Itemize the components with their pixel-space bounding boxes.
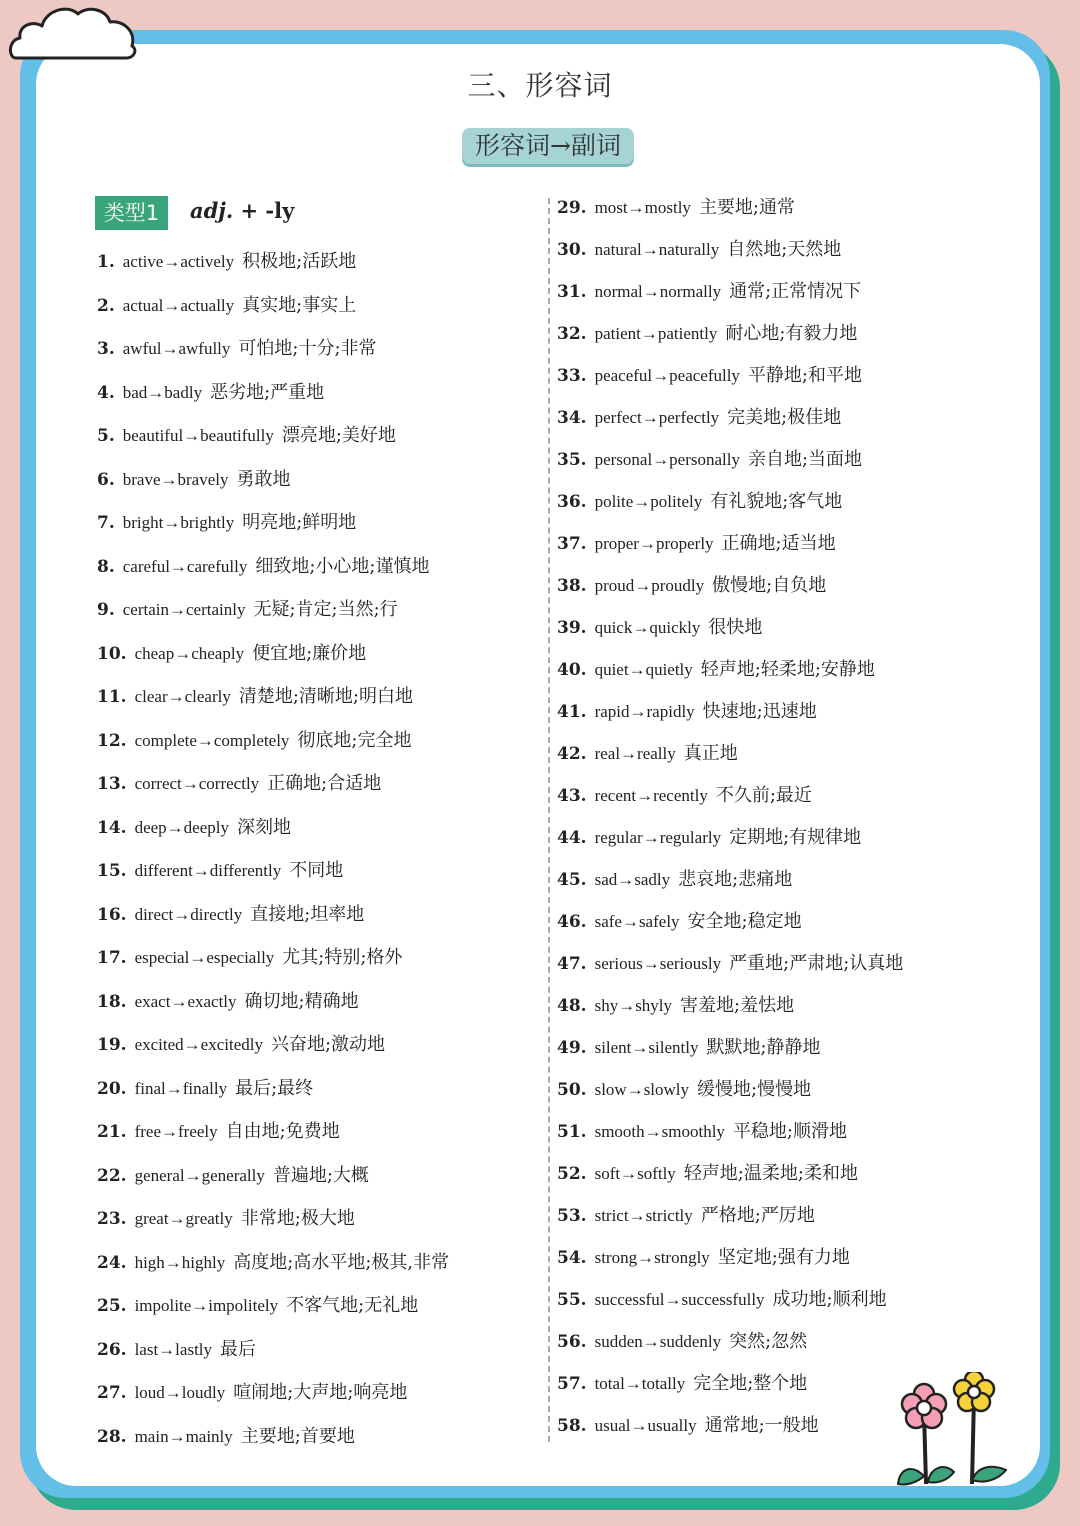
list-item — [97, 639, 366, 669]
item-meaning: 正确地;合适地 — [267, 773, 382, 794]
item-number: 52. — [557, 1164, 587, 1184]
item-meaning: 平静地;和平地 — [747, 365, 863, 386]
item-word-pair: peaceful→peacefully — [594, 366, 740, 385]
item-number: 49. — [557, 1038, 587, 1058]
item-number: 50. — [557, 1080, 587, 1100]
list-item — [97, 1030, 385, 1060]
item-word-pair: awful→awfully — [122, 339, 231, 358]
item-word-pair: actual→actually — [122, 295, 235, 315]
item-number: 8. — [97, 556, 115, 577]
list-item — [97, 291, 356, 321]
list-item — [557, 781, 812, 811]
item-meaning: 可怕地;十分;非常 — [238, 338, 377, 359]
list-item — [557, 571, 826, 601]
type-rule — [190, 198, 294, 223]
column-divider — [548, 198, 550, 1442]
list-item — [557, 949, 903, 979]
item-number: 4. — [97, 382, 115, 403]
item-meaning: 彻底地;完全地 — [297, 729, 412, 751]
item-number: 14. — [97, 817, 127, 838]
item-meaning: 严格地;严厉地 — [700, 1205, 815, 1226]
item-word-pair: real→really — [594, 744, 676, 763]
item-word-pair: brave→bravely — [122, 469, 229, 489]
item-number: 43. — [557, 786, 587, 806]
item-word-pair: serious→seriously — [594, 954, 722, 973]
list-item — [97, 1248, 449, 1278]
list-item — [97, 378, 324, 408]
item-number: 5. — [97, 426, 115, 446]
item-word-pair: especial→especially — [134, 948, 275, 967]
list-item — [97, 900, 364, 930]
list-item — [97, 1204, 355, 1234]
list-item — [557, 277, 861, 307]
item-word-pair: natural→naturally — [594, 240, 720, 259]
item-number: 25. — [97, 1296, 127, 1316]
item-word-pair: patient→patiently — [594, 324, 718, 343]
list-item — [97, 726, 412, 756]
item-word-pair: smooth→smoothly — [594, 1122, 725, 1141]
list-item — [97, 856, 343, 886]
item-number: 38. — [557, 576, 587, 596]
item-number: 15. — [97, 861, 127, 881]
type-badge: 类型1 — [95, 196, 168, 230]
item-meaning: 坚定地;强有力地 — [717, 1247, 850, 1268]
item-meaning: 尤其;特别;格外 — [282, 947, 403, 968]
item-number: 31. — [557, 282, 587, 302]
item-word-pair: great→greatly — [134, 1209, 233, 1228]
item-number: 24. — [97, 1252, 127, 1273]
list-item — [557, 823, 861, 853]
list-item — [97, 595, 398, 625]
item-number: 23. — [97, 1209, 127, 1229]
item-number: 11. — [97, 687, 127, 707]
list-item — [557, 1159, 858, 1189]
item-word-pair: impolite→impolitely — [134, 1296, 279, 1315]
item-word-pair: proud→proudly — [594, 576, 705, 595]
list-item — [97, 1422, 355, 1452]
page-title: 三、形容词 — [467, 69, 613, 102]
list-item — [557, 1117, 847, 1147]
item-word-pair: main→mainly — [134, 1426, 233, 1446]
item-number: 19. — [97, 1035, 127, 1055]
item-word-pair: polite→politely — [594, 492, 703, 511]
list-item — [97, 465, 290, 495]
item-number: 13. — [97, 774, 127, 794]
item-meaning: 不同地 — [289, 860, 344, 881]
item-word-pair: most→mostly — [594, 198, 691, 217]
list-item — [97, 1074, 313, 1104]
item-meaning: 直接地;坦率地 — [250, 903, 365, 925]
item-number: 34. — [557, 408, 587, 428]
section-subtitle: 形容词→副词 — [462, 128, 634, 164]
item-meaning: 细致地;小心地;谨慎地 — [255, 555, 430, 577]
item-word-pair: complete→completely — [134, 730, 290, 750]
item-number: 53. — [557, 1206, 587, 1226]
item-number: 44. — [557, 828, 587, 848]
list-item — [557, 1285, 887, 1315]
list-item — [557, 655, 875, 685]
list-item — [97, 552, 429, 582]
item-number: 46. — [557, 912, 587, 932]
list-item — [557, 1243, 850, 1273]
item-number: 48. — [557, 996, 587, 1016]
item-number: 2. — [97, 295, 115, 316]
item-meaning: 有礼貌地;客气地 — [710, 491, 843, 512]
item-number: 36. — [557, 492, 587, 512]
item-word-pair: high→highly — [134, 1252, 226, 1272]
item-word-pair: perfect→perfectly — [594, 408, 720, 427]
item-word-pair: bad→badly — [122, 382, 203, 402]
item-number: 32. — [557, 324, 587, 344]
item-meaning: 自然地;天然地 — [727, 239, 842, 260]
item-number: 57. — [557, 1374, 587, 1394]
item-meaning: 主要地;通常 — [698, 197, 796, 218]
item-meaning: 定期地;有规律地 — [729, 827, 862, 848]
item-word-pair: strong→strongly — [594, 1248, 710, 1267]
item-meaning: 正确地;适当地 — [721, 533, 836, 554]
item-word-pair: safe→safely — [594, 912, 680, 931]
item-meaning: 亲自地;当面地 — [747, 449, 863, 470]
item-meaning: 深刻地 — [236, 816, 291, 838]
item-meaning: 默默地;静静地 — [706, 1037, 821, 1058]
item-number: 55. — [557, 1290, 587, 1310]
item-word-pair: normal→normally — [594, 282, 722, 301]
list-item — [97, 334, 377, 364]
item-number: 22. — [97, 1165, 127, 1186]
item-number: 21. — [97, 1122, 127, 1142]
item-meaning: 高度地;高水平地;极其,非常 — [233, 1251, 450, 1273]
item-meaning: 不客气地;无礼地 — [286, 1295, 419, 1316]
item-number: 41. — [557, 702, 587, 722]
item-meaning: 喧闹地;大声地;响亮地 — [233, 1382, 408, 1403]
item-number: 56. — [557, 1332, 587, 1352]
item-meaning: 最后 — [220, 1338, 257, 1360]
item-word-pair: different→differently — [134, 861, 282, 880]
item-word-pair: quick→quickly — [594, 618, 701, 637]
item-meaning: 平稳地;顺滑地 — [732, 1121, 848, 1142]
item-meaning: 完美地;极佳地 — [727, 407, 842, 428]
item-word-pair: slow→slowly — [594, 1080, 690, 1099]
item-number: 16. — [97, 904, 127, 925]
item-word-pair: general→generally — [134, 1165, 265, 1185]
item-meaning: 成功地;顺利地 — [772, 1289, 887, 1310]
item-word-pair: recent→recently — [594, 786, 708, 805]
item-meaning: 主要地;首要地 — [240, 1425, 355, 1447]
item-meaning: 傲慢地;自负地 — [712, 575, 827, 596]
item-meaning: 轻声地;轻柔地;安静地 — [700, 659, 875, 680]
list-item — [557, 403, 841, 433]
list-item — [557, 319, 857, 349]
item-number: 9. — [97, 600, 115, 620]
item-word-pair: total→totally — [594, 1374, 686, 1393]
item-word-pair: rapid→rapidly — [594, 702, 695, 721]
item-word-pair: sudden→suddenly — [594, 1332, 722, 1351]
list-item — [557, 1075, 811, 1105]
item-meaning: 轻声地;温柔地;柔和地 — [683, 1163, 858, 1184]
list-item — [557, 1201, 815, 1231]
item-meaning: 严重地;严肃地;认真地 — [729, 953, 904, 974]
item-word-pair: proper→properly — [594, 534, 714, 553]
item-number: 35. — [557, 450, 587, 470]
item-number: 12. — [97, 730, 127, 751]
list-item — [97, 987, 359, 1017]
item-word-pair: beautiful→beautifully — [122, 426, 274, 445]
list-item — [557, 361, 862, 391]
list-item — [97, 682, 413, 712]
list-item — [97, 421, 396, 451]
item-word-pair: cheap→cheaply — [134, 643, 245, 663]
item-meaning: 害羞地;羞怯地 — [680, 995, 795, 1016]
item-meaning: 不久前;最近 — [715, 785, 812, 806]
item-number: 27. — [97, 1383, 127, 1403]
item-meaning: 无疑;肯定;当然;行 — [253, 599, 398, 620]
list-item — [97, 1117, 340, 1147]
item-meaning: 普遍地;大概 — [272, 1164, 369, 1186]
item-word-pair: shy→shyly — [594, 996, 673, 1015]
item-word-pair: successful→successfully — [594, 1290, 765, 1309]
item-meaning: 突然;忽然 — [729, 1331, 808, 1352]
list-item — [557, 739, 738, 769]
item-number: 6. — [97, 469, 115, 490]
item-meaning: 积极地;活跃地 — [242, 251, 357, 272]
list-item — [557, 1033, 821, 1063]
item-number: 28. — [97, 1426, 127, 1447]
item-number: 37. — [557, 534, 587, 554]
item-word-pair: deep→deeply — [134, 817, 229, 837]
rule-adj: adj. — [190, 198, 234, 223]
list-item — [97, 769, 381, 799]
item-word-pair: last→lastly — [134, 1339, 213, 1359]
item-number: 7. — [97, 513, 115, 533]
item-meaning: 兴奋地;激动地 — [270, 1034, 386, 1055]
item-number: 1. — [97, 252, 115, 272]
list-item — [557, 487, 842, 517]
item-meaning: 勇敢地 — [236, 468, 291, 490]
item-meaning: 真实地;事实上 — [242, 294, 357, 316]
item-word-pair: exact→exactly — [134, 991, 237, 1011]
item-word-pair: direct→directly — [134, 904, 243, 924]
item-word-pair: free→freely — [134, 1122, 218, 1141]
list-item — [97, 1335, 256, 1365]
list-item — [557, 235, 841, 265]
item-meaning: 明亮地;鲜明地 — [242, 512, 357, 533]
item-word-pair: active→actively — [122, 252, 235, 271]
list-item — [97, 1378, 407, 1408]
item-number: 58. — [557, 1416, 587, 1436]
item-word-pair: certain→certainly — [122, 600, 246, 619]
item-meaning: 漂亮地;美好地 — [281, 425, 396, 446]
item-number: 45. — [557, 870, 587, 890]
item-meaning: 通常地;一般地 — [704, 1415, 819, 1436]
item-meaning: 恶劣地;严重地 — [210, 381, 325, 403]
item-number: 39. — [557, 618, 587, 638]
item-number: 30. — [557, 240, 587, 260]
item-word-pair: correct→correctly — [134, 774, 260, 793]
item-meaning: 最后;最终 — [235, 1077, 314, 1099]
list-item — [557, 907, 802, 937]
list-item — [97, 943, 402, 973]
item-number: 51. — [557, 1122, 587, 1142]
item-word-pair: sad→sadly — [594, 870, 671, 889]
list-item — [557, 613, 762, 643]
list-item — [97, 508, 356, 538]
list-item — [557, 529, 836, 559]
item-meaning: 通常;正常情况下 — [729, 281, 862, 302]
list-item — [557, 193, 795, 223]
item-meaning: 确切地;精确地 — [244, 990, 359, 1012]
list-item — [97, 247, 356, 277]
item-meaning: 非常地;极大地 — [240, 1208, 355, 1229]
item-meaning: 悲哀地;悲痛地 — [678, 869, 793, 890]
item-word-pair: final→finally — [134, 1078, 228, 1098]
item-meaning: 安全地;稳定地 — [687, 911, 802, 932]
item-meaning: 便宜地;廉价地 — [252, 642, 367, 664]
item-word-pair: soft→softly — [594, 1164, 676, 1183]
item-meaning: 清楚地;清晰地;明白地 — [238, 686, 413, 707]
item-word-pair: usual→usually — [594, 1416, 697, 1435]
list-item — [557, 1369, 807, 1399]
item-number: 29. — [557, 198, 587, 218]
item-word-pair: strict→strictly — [594, 1206, 693, 1225]
item-word-pair: regular→regularly — [594, 828, 722, 847]
item-number: 20. — [97, 1078, 127, 1099]
item-meaning: 真正地 — [683, 743, 738, 764]
list-item — [557, 1327, 807, 1357]
item-meaning: 快速地;迅速地 — [702, 701, 817, 722]
item-word-pair: careful→carefully — [122, 556, 248, 576]
list-item — [97, 1161, 369, 1191]
list-item — [557, 697, 817, 727]
item-number: 54. — [557, 1248, 587, 1268]
flowers-icon — [888, 1372, 1018, 1488]
item-number: 18. — [97, 991, 127, 1012]
list-item — [97, 1291, 418, 1321]
item-number: 40. — [557, 660, 587, 680]
item-word-pair: clear→clearly — [134, 687, 231, 706]
item-number: 26. — [97, 1339, 127, 1360]
item-word-pair: quiet→quietly — [594, 660, 693, 679]
item-word-pair: loud→loudly — [134, 1383, 226, 1402]
item-word-pair: bright→brightly — [122, 513, 235, 532]
list-item — [557, 1411, 819, 1441]
list-item — [557, 445, 862, 475]
item-word-pair: silent→silently — [594, 1038, 699, 1057]
item-number: 42. — [557, 744, 587, 764]
list-item — [557, 865, 792, 895]
item-meaning: 耐心地;有毅力地 — [725, 323, 858, 344]
item-word-pair: excited→excitedly — [134, 1035, 263, 1054]
item-word-pair: personal→personally — [594, 450, 740, 469]
cloud-icon — [6, 0, 138, 64]
item-meaning: 缓慢地;慢慢地 — [697, 1079, 812, 1100]
list-item — [557, 991, 794, 1021]
item-meaning: 自由地;免费地 — [225, 1121, 340, 1142]
item-number: 47. — [557, 954, 587, 974]
item-number: 3. — [97, 339, 115, 359]
item-number: 10. — [97, 643, 127, 664]
list-item — [97, 813, 291, 843]
item-number: 17. — [97, 948, 127, 968]
item-meaning: 很快地 — [708, 617, 763, 638]
item-meaning: 完全地;整个地 — [693, 1373, 808, 1394]
item-number: 33. — [557, 366, 587, 386]
rule-suffix: + -ly — [233, 198, 295, 223]
